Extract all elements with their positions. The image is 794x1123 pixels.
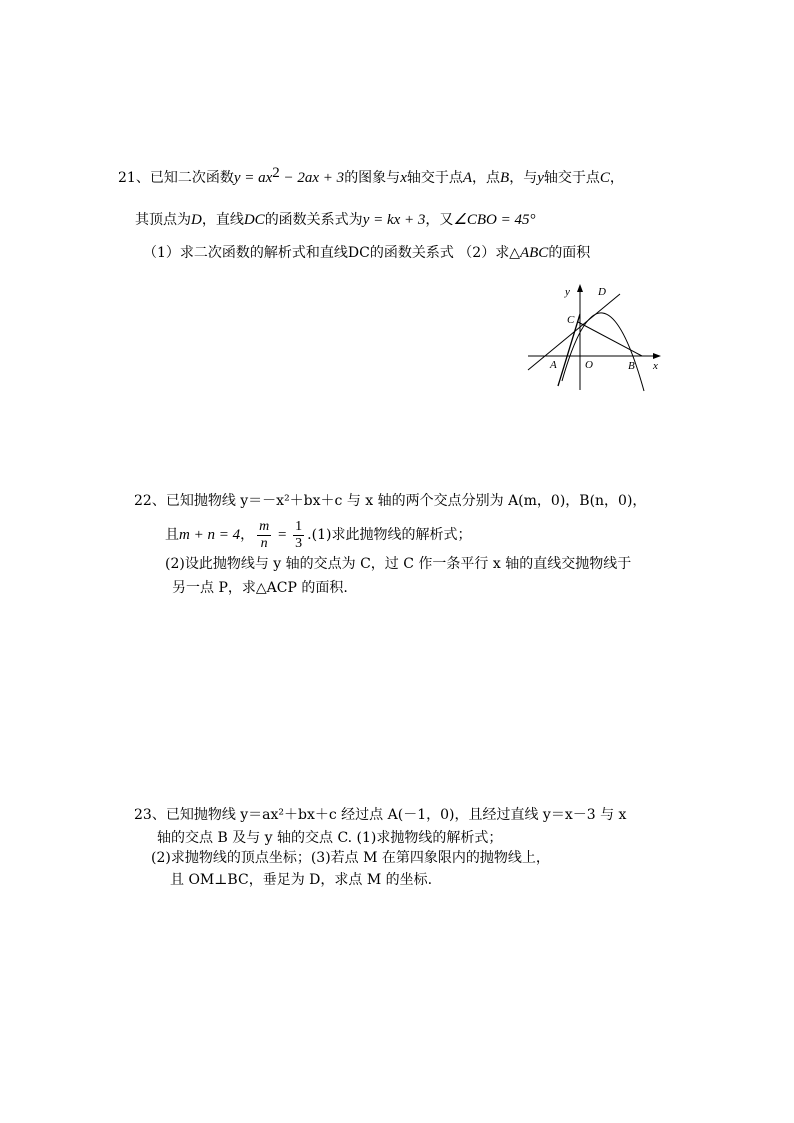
q21-l3-text-b: 的面积 bbox=[548, 245, 591, 261]
q22-l2-text-b: ， bbox=[240, 527, 255, 543]
q22-frac-num-m: m bbox=[259, 518, 270, 534]
q21-eq-line: y = kx + 3 bbox=[362, 212, 426, 228]
q21-l3-text-a: （1）求二次函数的解析式和直线DC的函数关系式 （2）求△ bbox=[143, 245, 520, 261]
q21-eq-mid: = ax bbox=[240, 170, 273, 186]
y-axis-arrow-icon bbox=[577, 284, 583, 292]
q23-line-1: 23、已知抛物线 y＝ax²＋bx＋c 经过点 A(－1，0)，且经过直线 y＝x－3 与 x bbox=[134, 807, 627, 823]
graph-label-d: D bbox=[598, 286, 606, 298]
q21-line-2 bbox=[135, 210, 535, 230]
q21-triangle: ABC bbox=[519, 245, 549, 261]
q21-var-y: y bbox=[537, 170, 544, 186]
q21-text-6: 轴交于点 bbox=[543, 170, 600, 186]
q22-line-2 bbox=[165, 518, 471, 552]
q22-line-1: 22、已知抛物线 y＝－x²＋bx＋c 与 x 轴的两个交点分别为 A(m，0)，B(n，0)， bbox=[134, 493, 647, 509]
q22-l2-text-c: .(1)求此抛物线的解析式； bbox=[307, 527, 472, 543]
graph-label-o: O bbox=[585, 359, 593, 371]
q22-line-4: 另一点 P，求△ACP 的面积. bbox=[172, 580, 348, 596]
q23-line-2: 轴的交点 B 及与 y 轴的交点 C. (1)求抛物线的解析式； bbox=[157, 830, 503, 846]
q21-line-3 bbox=[143, 243, 590, 263]
q21-pt-c: C bbox=[599, 170, 610, 186]
q21-eq-exp: 2 bbox=[272, 165, 280, 181]
q21-pt-d: D bbox=[191, 212, 202, 228]
q23-line-4: 且 OM⊥BC，垂足为 D，求点 M 的坐标. bbox=[170, 872, 433, 888]
q21-l2-text-c: 的函数关系式为 bbox=[264, 212, 363, 228]
q21-l2-text-d: ，又 bbox=[425, 212, 454, 228]
q21-var-x: x bbox=[400, 170, 407, 186]
q21-eq-tail: − 2ax + 3 bbox=[279, 170, 345, 186]
q23-line-3: (2)求抛物线的顶点坐标；(3)若点 M 在第四象限内的抛物线上， bbox=[151, 850, 550, 866]
q21-text-7: ， bbox=[609, 170, 624, 186]
q21-line-1 bbox=[118, 165, 624, 188]
q21-text-3: 轴交于点 bbox=[406, 170, 463, 186]
q22-frac-num-1: 1 bbox=[295, 518, 303, 534]
q22-fraction-13 bbox=[293, 519, 304, 552]
q22-frac-den-n: n bbox=[260, 535, 268, 551]
q21-graph bbox=[520, 280, 670, 392]
q21-line-dc: DC bbox=[243, 212, 265, 228]
q22-l2-text-a: 且 bbox=[165, 527, 179, 543]
q21-text-1: 已知二次函数 bbox=[149, 170, 234, 186]
q22-eq-sum: m + n = 4 bbox=[179, 527, 241, 543]
q21-text-4: ，点 bbox=[472, 170, 501, 186]
q22-eq-sign: = bbox=[274, 527, 291, 543]
q21-text-2: 的图象与 bbox=[344, 170, 401, 186]
q21-angle: ∠CBO = 45° bbox=[453, 212, 536, 228]
q21-l2-text-a: 其顶点为 bbox=[135, 212, 191, 228]
q22-frac-den-3: 3 bbox=[295, 535, 303, 551]
graph-label-b: B bbox=[628, 360, 635, 372]
q21-number: 21、 bbox=[118, 170, 150, 186]
q21-text-5: ，与 bbox=[509, 170, 538, 186]
q21-eq-y: y bbox=[233, 170, 241, 186]
graph-label-a: A bbox=[550, 359, 557, 371]
q21-l2-text-b: ，直线 bbox=[201, 212, 244, 228]
q21-pt-b: B bbox=[500, 170, 510, 186]
q22-fraction-mn bbox=[257, 519, 271, 552]
graph-label-y: y bbox=[565, 286, 570, 298]
q22-line-3: (2)设此抛物线与 y 轴的交点为 C，过 C 作一条平行 x 轴的直线交抛物线于 bbox=[165, 556, 632, 572]
graph-label-x: x bbox=[653, 360, 658, 372]
q21-pt-a: A bbox=[462, 170, 473, 186]
line-cb bbox=[578, 322, 642, 356]
graph-label-c: C bbox=[567, 314, 575, 326]
x-axis-arrow-icon bbox=[653, 353, 661, 359]
